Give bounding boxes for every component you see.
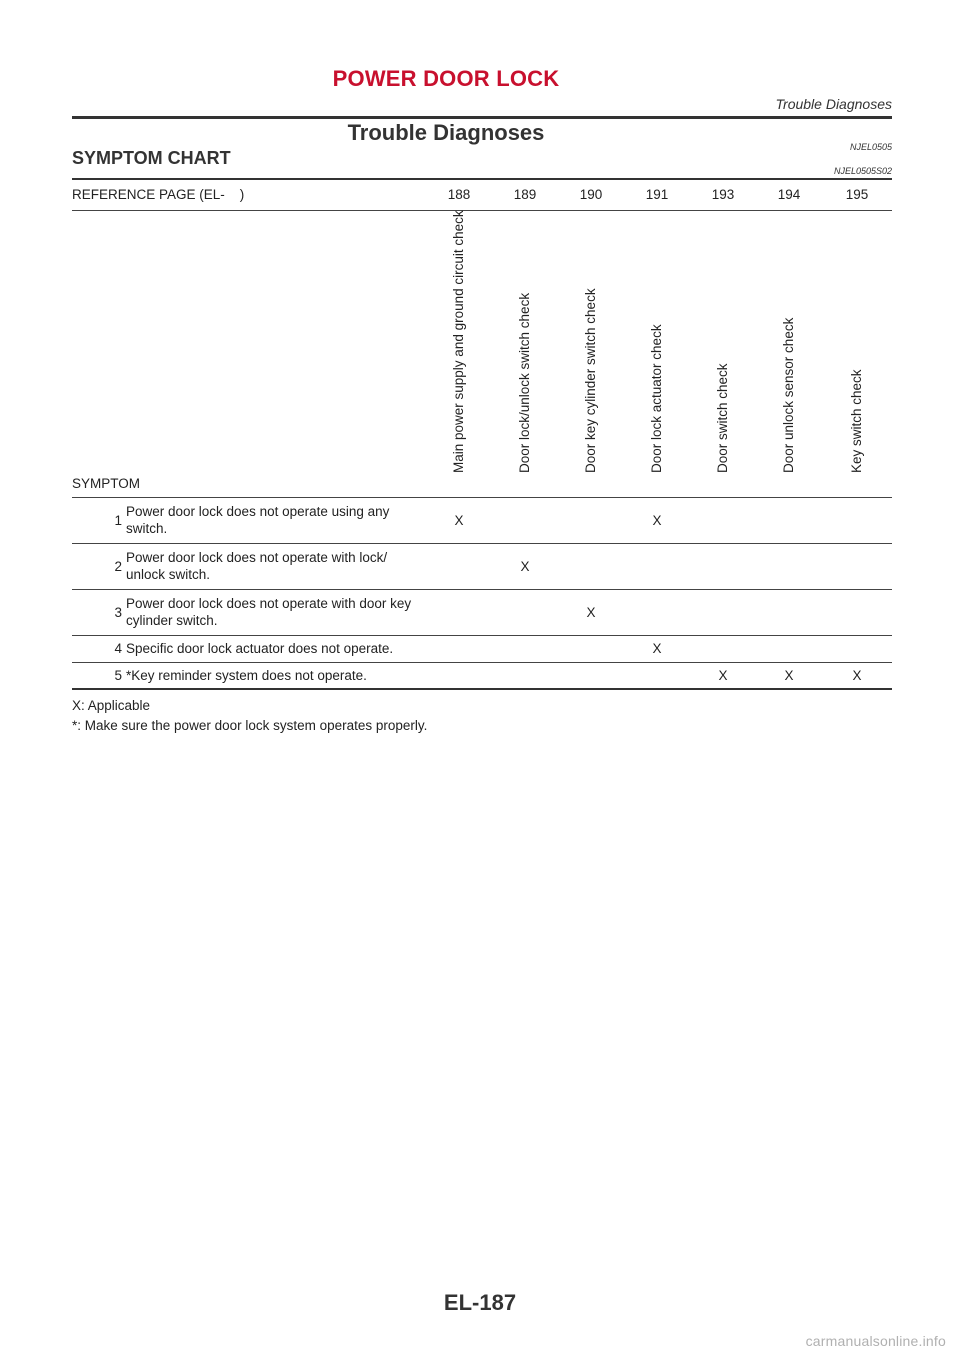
symptom-description: Power door lock does not operate with lock/ unlock switch.: [126, 550, 388, 582]
table-row: [72, 589, 892, 635]
applicable-mark: [756, 543, 822, 589]
chapter-title: POWER DOOR LOCK: [332, 66, 560, 91]
applicable-mark: X: [586, 604, 596, 620]
applicable-mark: X: [652, 512, 662, 528]
column-header: Door lock actuator check: [649, 323, 664, 473]
column-header: Door unlock sensor check: [781, 317, 796, 473]
applicable-mark: [558, 635, 624, 662]
reference-page-row: [72, 179, 892, 210]
header-rule: [72, 116, 892, 119]
applicable-mark: [426, 543, 492, 589]
reference-page-label: REFERENCE PAGE (EL- ): [72, 187, 245, 203]
symptom-description: Specific door lock actuator does not operate.: [126, 641, 394, 656]
symptom-number: 3: [114, 604, 122, 620]
column-header: Key switch check: [849, 368, 864, 473]
applicable-mark: [756, 497, 822, 543]
symptom-chart: [72, 178, 892, 690]
column-header: Door switch check: [715, 362, 730, 473]
table-row: [72, 662, 892, 689]
symptom-number: 2: [114, 558, 122, 574]
applicable-mark: [558, 662, 624, 689]
applicable-mark: [756, 589, 822, 635]
legend-note: X: Applicable: [72, 698, 151, 713]
applicable-mark: [492, 662, 558, 689]
applicable-mark: [492, 589, 558, 635]
section-code: NJEL0505: [849, 142, 892, 152]
table-row: [72, 497, 892, 543]
applicable-mark: X: [718, 667, 728, 683]
applicable-mark: X: [520, 558, 530, 574]
symptom-description: Power door lock does not operate with door key cylinder switch.: [126, 596, 412, 628]
table-row: [72, 635, 892, 662]
applicable-mark: [426, 589, 492, 635]
reference-page: 195: [845, 187, 869, 203]
column-header: Door key cylinder switch check: [583, 287, 598, 473]
subsection-code: NJEL0505S02: [833, 166, 892, 176]
applicable-mark: [558, 497, 624, 543]
symptom-number: 1: [114, 512, 122, 528]
applicable-mark: [426, 662, 492, 689]
applicable-mark: X: [652, 641, 662, 656]
applicable-mark: [690, 589, 756, 635]
column-header: Door lock/unlock switch check: [517, 292, 532, 473]
reference-page: 190: [579, 187, 603, 203]
applicable-mark: [624, 543, 690, 589]
applicable-mark: [822, 543, 892, 589]
applicable-mark: X: [784, 667, 794, 683]
applicable-mark: X: [852, 667, 862, 683]
applicable-mark: [690, 497, 756, 543]
applicable-mark: [624, 662, 690, 689]
applicable-mark: [426, 635, 492, 662]
reference-page: 193: [711, 187, 735, 203]
applicable-mark: [558, 543, 624, 589]
column-header-row: [72, 210, 892, 497]
symptom-description: *Key reminder system does not operate.: [126, 667, 367, 683]
reference-page: 188: [447, 187, 471, 203]
section-title: Trouble Diagnoses: [347, 120, 545, 145]
reference-page: 194: [777, 187, 801, 203]
applicable-mark: [624, 589, 690, 635]
subsection-title: SYMPTOM CHART: [72, 148, 231, 168]
applicable-mark: [690, 635, 756, 662]
applicable-mark: [822, 497, 892, 543]
applicable-mark: [492, 497, 558, 543]
applicable-mark: [756, 635, 822, 662]
page-number: EL-187: [443, 1290, 517, 1315]
reference-page: 191: [645, 187, 669, 203]
symptom-description: Power door lock does not operate using any switch.: [126, 504, 390, 536]
applicable-mark: [492, 635, 558, 662]
chapter-subtitle: Trouble Diagnoses: [775, 96, 892, 112]
applicable-mark: [822, 635, 892, 662]
symptom-number: 4: [114, 641, 122, 656]
footnote: *: Make sure the power door lock system operates properly.: [72, 718, 428, 733]
reference-page: 189: [513, 187, 537, 203]
applicable-mark: [822, 589, 892, 635]
watermark: carmanualsonline.info: [805, 1333, 946, 1349]
column-header: Main power supply and ground circuit check: [451, 209, 466, 473]
applicable-mark: [690, 543, 756, 589]
table-row: [72, 543, 892, 589]
applicable-mark: X: [454, 512, 464, 528]
symptom-label: SYMPTOM: [72, 475, 141, 491]
symptom-number: 5: [114, 667, 122, 683]
